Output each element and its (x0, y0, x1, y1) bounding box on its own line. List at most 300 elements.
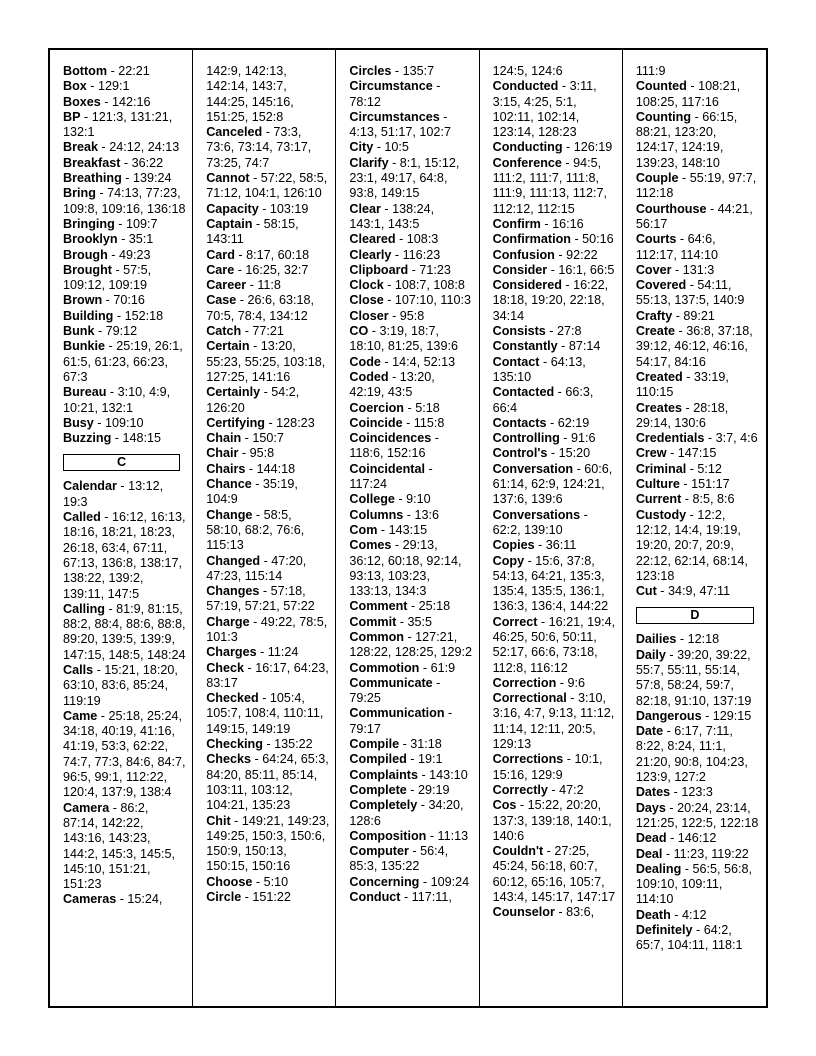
page-line-references: - 15:20 (547, 446, 591, 461)
index-entry (63, 95, 186, 110)
index-term: Confirm (492, 216, 541, 231)
index-entry (349, 232, 472, 247)
index-entry (349, 706, 472, 737)
page-line-references: - 12:2, 12:12, 14:4, 19:19, 19:20, 20:7, 20:9, 22:12, 62:14, 68:14, 123:18 (635, 507, 748, 583)
page-line-references: - 105:4, 105:7, 108:4, 110:11, 149:15, 149:19 (206, 691, 324, 736)
index-term: Com (349, 522, 378, 537)
index-term: Check (206, 660, 245, 675)
index-term: Certainly (206, 385, 261, 400)
page-line-references: - 62:19 (546, 415, 590, 430)
index-entry (636, 862, 760, 908)
page-line-references: - 22:21 (107, 64, 150, 78)
page-line-references: - 103:19 (258, 201, 309, 216)
index-term: Capacity (206, 201, 259, 216)
page-line-references: - 55:19, 97:7, 112:18 (635, 171, 757, 201)
page-line-references: - 49:22, 78:5, 101:3 (206, 614, 328, 644)
letter-section-header: C (63, 454, 180, 471)
page-line-references: - 28:18, 29:14, 130:6 (635, 400, 729, 430)
page-line-references: - 87:14 (557, 339, 601, 354)
index-entry (493, 385, 616, 416)
index-term: Card (206, 247, 235, 262)
index-term: Dealing (635, 861, 682, 876)
index-entry (636, 923, 760, 954)
index-term: CO (349, 324, 369, 339)
page-line-references: - 3:19, 18:7, 18:10, 81:25, 139:6 (349, 324, 458, 354)
index-term: Clock (349, 278, 384, 293)
index-entry (349, 890, 472, 905)
index-term: Couldn't (492, 844, 544, 859)
index-term: Dates (635, 785, 671, 800)
index-entry (206, 737, 329, 752)
index-entry (636, 462, 760, 477)
page-line-references: - 58:15, 143:11 (206, 216, 299, 247)
page-line-references: - 5:18 (404, 400, 440, 415)
index-entry (493, 355, 616, 386)
index-entry (206, 416, 329, 431)
page-line-references: - 29:13, 36:12, 60:18, 92:14, 93:13, 103:23, 133:13, 134:3 (349, 538, 462, 599)
page-line-references: - 118:6, 152:16 (349, 431, 439, 461)
index-entry (349, 676, 472, 707)
index-term: Certifying (206, 415, 265, 430)
index-term: Changed (206, 553, 261, 568)
index-entry (349, 263, 472, 278)
page-line-references: - 74:13, 77:23, 109:8, 109:16, 136:18 (63, 186, 186, 216)
index-term: Crafty (635, 308, 673, 323)
page-line-references: - 81:9, 81:15, 88:2, 88:4, 88:6, 88:8, 89:20, 139:5, 139:9, 147:15, 148:5, 148:24 (63, 601, 186, 662)
index-term: Chance (206, 477, 252, 492)
index-term: Coercion (349, 400, 404, 415)
index-column (193, 50, 336, 1006)
index-term: Counting (635, 109, 692, 124)
index-term: Change (206, 507, 253, 522)
index-term: City (349, 140, 374, 155)
index-term: Circumstance (349, 79, 433, 94)
index-term: Bottom (63, 64, 108, 78)
index-term: Circle (206, 890, 242, 905)
index-term: Chair (206, 446, 239, 461)
index-entry (493, 615, 616, 676)
index-term: Completely (349, 798, 418, 813)
page-line-references: - 126:19 (562, 140, 613, 155)
page-line-references: - 86:2, 87:14, 142:22, 143:16, 143:23, 144:2, 145:3, 145:5, 145:10, 151:21, 151:23 (63, 800, 176, 892)
index-entry (493, 431, 616, 446)
index-entry (206, 477, 329, 508)
index-entry (63, 186, 186, 217)
index-entry (349, 278, 472, 293)
index-entry (63, 663, 186, 709)
index-term: Cleared (349, 232, 396, 247)
index-entry (206, 446, 329, 461)
index-entry (206, 814, 329, 875)
index-term: Conversation (492, 461, 574, 476)
index-entry (349, 829, 472, 844)
page-line-references: - 12:18 (676, 632, 720, 647)
page-line-references: - 57:22, 58:5, 71:12, 104:1, 126:10 (206, 171, 328, 201)
index-entry (206, 217, 329, 248)
page-line-references: - 79:17 (349, 706, 453, 736)
page-line-references: - 66:15, 88:21, 123:20, 124:17, 124:19, 139:23, 148:10 (635, 109, 738, 170)
page-line-references: - 95:8 (238, 446, 275, 461)
index-term: Chain (206, 431, 242, 446)
index-entry (349, 630, 472, 661)
index-term: Constantly (492, 339, 558, 354)
index-column (623, 50, 766, 1006)
index-term: Brooklyn (63, 232, 118, 247)
index-entry (63, 79, 186, 94)
page-line-references: - 11:23, 119:22 (662, 846, 749, 861)
page-line-references: - 108:21, 108:25, 117:16 (635, 79, 741, 109)
page-line-references: - 5:10 (252, 874, 289, 889)
index-entry (636, 278, 760, 309)
index-term: Correct (492, 614, 538, 629)
page-line-references: - 16:1, 66:5 (547, 262, 615, 277)
page-line-references: - 60:6, 61:14, 62:9, 124:21, 137:6, 139:6 (492, 461, 613, 507)
page-line-references: - 4:13, 51:17, 102:7 (349, 109, 451, 140)
index-entry (206, 324, 329, 339)
index-term: Conducted (492, 79, 559, 94)
index-entry (636, 632, 760, 647)
index-term: Concerning (349, 874, 420, 889)
index-term: Dangerous (635, 708, 702, 723)
index-entry (349, 324, 472, 355)
page-line-references: - 16:12, 16:13, 18:16, 18:21, 18:23, 26:18, 63:4, 67:11, 67:13, 136:8, 138:17, 138:22, 139:2, 139:11, 147:5 (63, 510, 186, 601)
page-line-references: - 143:15 (377, 522, 428, 537)
index-term: Cannot (206, 171, 250, 186)
page-line-references: - 36:11 (534, 538, 577, 553)
page-line-references: - 108:3 (395, 232, 439, 247)
page-line-references: - 79:12 (94, 324, 138, 339)
index-entry (63, 263, 186, 294)
index-entry (493, 691, 616, 752)
index-term: Culture (635, 477, 680, 492)
index-entry (63, 248, 186, 263)
index-entry (63, 709, 186, 801)
page-line-references: - 39:20, 39:22, 55:7, 55:11, 55:14, 57:8, 58:24, 59:7, 82:18, 91:10, 137:19 (635, 647, 752, 708)
index-term: Create (635, 324, 676, 339)
index-entry (493, 140, 616, 155)
page-line-references: - 35:5 (396, 614, 432, 629)
index-entry (493, 217, 616, 232)
index-term: Charge (206, 614, 250, 629)
index-term: Bunk (63, 324, 95, 339)
index-page (48, 48, 768, 1008)
index-entry (636, 309, 760, 324)
index-term: Box (63, 79, 87, 94)
index-entry (493, 248, 616, 263)
index-term: Controlling (492, 431, 560, 446)
page-line-references: - 61:9 (419, 660, 456, 675)
index-term: Cameras (63, 892, 117, 907)
index-term: Checks (206, 752, 252, 767)
index-entry (349, 523, 472, 538)
index-term: Couple (635, 171, 679, 186)
page-line-references: - 25:18, 25:24, 34:18, 40:19, 41:16, 41:19, 53:3, 62:22, 74:7, 77:3, 84:6, 84:7, 96:5, 99:1, 112:22, 120:4, 137:9, 138:4 (63, 708, 186, 800)
index-term: Communication (349, 706, 445, 721)
index-entry (63, 232, 186, 247)
page-line-references: - 44:21, 56:17 (635, 201, 753, 231)
page-line-references: - 33:19, 110:15 (635, 369, 729, 400)
index-term: Came (63, 708, 98, 723)
index-term: Choose (206, 874, 253, 889)
page-line-references: - 47:20, 47:23, 115:14 (206, 553, 307, 583)
page-line-references: - 47:2 (547, 782, 584, 797)
index-entry (206, 278, 329, 293)
page-line-references: - 121:3, 131:21, 132:1 (63, 109, 173, 140)
index-entry (349, 79, 472, 110)
index-entry (206, 171, 329, 202)
page-line-references: - 79:25 (349, 675, 441, 706)
index-term: Control's (492, 446, 548, 461)
index-term: College (349, 492, 395, 507)
index-entry (63, 324, 186, 339)
index-entry (206, 339, 329, 385)
index-term: Busy (63, 415, 94, 430)
index-entry (636, 401, 760, 432)
index-entry (349, 355, 472, 370)
index-entry (349, 661, 472, 676)
index-entry (206, 385, 329, 416)
page-line-references: - 16:25, 32:7 (234, 262, 309, 277)
index-entry (63, 892, 186, 907)
index-entry (493, 554, 616, 615)
index-entry (63, 431, 186, 446)
index-entry (636, 847, 760, 862)
index-entry-continuation: 142:9, 142:13, 142:14, 143:7, 144:25, 145:16, 151:25, 152:8 (206, 64, 294, 124)
index-entry (349, 599, 472, 614)
index-term: Career (206, 278, 247, 293)
index-term: Contacted (492, 385, 555, 400)
page-line-references: - 123:3 (670, 785, 713, 800)
index-entry (349, 293, 472, 308)
index-term: Changes (206, 584, 260, 599)
index-term: Consists (492, 324, 546, 339)
index-term: Common (349, 629, 404, 644)
index-term: Code (349, 354, 381, 369)
page-line-references: - 20:24, 23:14, 121:25, 122:5, 122:18 (635, 800, 759, 830)
index-term: Cut (635, 584, 657, 599)
index-term: Captain (206, 216, 253, 231)
page-line-references: - 117:24 (349, 461, 433, 492)
index-term: Courthouse (635, 201, 707, 216)
page-line-references: - 148:15 (111, 431, 161, 446)
index-term: Conference (492, 155, 562, 170)
index-term: Calling (63, 601, 105, 616)
index-entry (63, 171, 186, 186)
index-entry (63, 339, 186, 385)
index-term: Cos (492, 798, 517, 813)
index-entry (349, 401, 472, 416)
page-line-references: - 9:10 (394, 492, 431, 507)
index-entry (63, 110, 186, 141)
index-entry (349, 140, 472, 155)
page-line-references: - 19:1 (406, 752, 443, 767)
index-term: Correction (492, 675, 557, 690)
index-term: Care (206, 262, 235, 277)
index-entry (349, 416, 472, 431)
index-entry (493, 156, 616, 217)
page-line-references: - 109:24 (419, 874, 470, 889)
index-term: Bringing (63, 216, 115, 231)
index-entry (636, 709, 760, 724)
page-line-references: - 78:12 (349, 79, 441, 109)
page-line-references: - 128:23 (264, 415, 315, 430)
page-line-references: - 116:23 (391, 247, 441, 262)
index-entry (349, 798, 472, 829)
index-term: Coincidental (349, 461, 425, 476)
index-entry (493, 278, 616, 324)
index-entry (63, 64, 186, 79)
page-line-references: - 71:23 (408, 262, 451, 277)
index-entry (493, 508, 616, 539)
index-term: Chit (206, 813, 231, 828)
page-line-references: - 91:6 (559, 431, 596, 446)
page-line-references: - 25:19, 26:1, 61:5, 61:23, 66:23, 67:3 (63, 339, 183, 384)
index-term: Criminal (635, 461, 687, 476)
page-line-references: - 129:15 (701, 708, 752, 723)
index-term: Brought (63, 262, 112, 277)
page-line-references: - 34:9, 47:11 (656, 584, 731, 599)
index-entry (206, 431, 329, 446)
index-entry (63, 602, 186, 663)
index-term: Counselor (492, 905, 555, 920)
index-entry-continuation: 111:9 (635, 64, 666, 78)
page-line-references: - 8:5, 8:6 (681, 492, 735, 507)
page-line-references: - 35:1 (117, 232, 154, 247)
page-line-references: - 56:5, 56:8, 109:10, 109:11, 114:10 (635, 861, 753, 907)
index-entry (636, 584, 760, 599)
page-line-references: - 9:6 (556, 675, 585, 690)
index-term: Conduct (349, 890, 401, 905)
index-entry (206, 615, 329, 646)
index-term: Coincidences (349, 431, 432, 446)
index-entry (206, 293, 329, 324)
index-term: Communicate (349, 675, 433, 690)
index-entry (636, 370, 760, 401)
index-entry (636, 110, 760, 171)
index-term: Daily (635, 647, 666, 662)
page-line-references: - 94:5, 111:2, 111:7, 111:8, 111:9, 111:13, 112:7, 112:12, 112:15 (492, 155, 607, 216)
index-entry (206, 584, 329, 615)
page-line-references: - 6:17, 7:11, 8:22, 8:24, 11:1, 21:20, 90:8, 104:23, 123:9, 127:2 (635, 724, 748, 785)
index-term: Considered (492, 278, 562, 293)
page-line-references: - 108:7, 108:8 (383, 278, 465, 293)
page-line-references: - 16:17, 64:23, 83:17 (206, 660, 329, 690)
index-term: Consider (492, 262, 548, 277)
index-term: Crew (635, 446, 667, 461)
index-term: Bring (63, 186, 96, 201)
index-term: BP (63, 109, 81, 124)
index-entry-continuation: 124:5, 124:6 (492, 64, 563, 78)
index-entry (206, 202, 329, 217)
page-line-references: - 54:2, 126:20 (206, 385, 300, 415)
index-entry (636, 477, 760, 492)
page-line-references: - 49:23 (107, 247, 151, 262)
index-term: Dailies (635, 632, 677, 647)
page-line-references: - 135:22 (262, 737, 313, 752)
index-term: Correctly (492, 782, 548, 797)
index-term: Brown (63, 293, 103, 308)
index-entry (206, 691, 329, 737)
index-term: Correctional (492, 691, 567, 706)
page-line-references: - 150:7 (241, 431, 284, 446)
index-entry (636, 785, 760, 800)
index-entry (63, 217, 186, 232)
index-entry (493, 324, 616, 339)
index-entry (349, 615, 472, 630)
page-line-references: - 135:7 (391, 64, 435, 78)
index-entry (349, 737, 472, 752)
page-line-references: - 149:21, 149:23, 149:25, 150:3, 150:6, 150:9, 150:13, 150:15, 150:16 (206, 813, 330, 874)
page-line-references: - 13:20, 42:19, 43:5 (349, 369, 435, 400)
page-line-references: - 152:18 (113, 308, 164, 323)
index-term: Deal (635, 846, 663, 861)
index-entry (206, 890, 329, 905)
index-entry (206, 263, 329, 278)
page-line-references: - 64:13, 135:10 (492, 354, 586, 384)
page-line-references: - 10:5 (373, 140, 409, 155)
index-term: Clarify (349, 155, 389, 170)
index-entry (493, 79, 616, 140)
page-line-references: - 147:15 (666, 446, 717, 461)
index-entry (349, 110, 472, 141)
index-term: Canceled (206, 125, 263, 140)
index-entry (349, 431, 472, 462)
index-term: Calls (63, 662, 94, 677)
index-term: Camera (63, 800, 110, 815)
page-line-references: - 139:24 (121, 171, 172, 186)
index-term: Corrections (492, 752, 564, 767)
page-line-references: - 31:18 (399, 737, 442, 752)
index-entry (206, 508, 329, 554)
page-line-references: - 3:7, 4:6 (704, 431, 758, 446)
page-line-references: - 142:16 (100, 94, 151, 109)
index-term: Comes (349, 538, 392, 553)
index-entry (636, 508, 760, 584)
page-line-references: - 64:24, 65:3, 84:20, 85:11, 85:14, 103:11, 103:12, 104:21, 135:23 (206, 752, 329, 813)
index-entry (349, 202, 472, 233)
page-line-references: - 73:3, 73:6, 73:14, 73:17, 73:25, 74:7 (206, 125, 312, 170)
index-entry (349, 309, 472, 324)
index-term: Calendar (63, 479, 117, 494)
index-entry (349, 844, 472, 875)
index-entry (636, 648, 760, 709)
index-term: Clearly (349, 247, 392, 262)
index-entry (493, 798, 616, 844)
index-term: Bunkie (63, 339, 105, 354)
page-line-references: - 151:17 (679, 477, 730, 492)
page-line-references: - 27:25, 45:24, 56:18, 60:7, 60:12, 65:16, 105:7, 143:4, 145:17, 147:17 (492, 844, 616, 905)
index-term: Confusion (492, 247, 555, 262)
page-line-references: - 8:1, 15:12, 23:1, 49:17, 64:8, 93:8, 149:15 (349, 155, 460, 201)
index-term: Contact (492, 354, 540, 369)
page-line-references: - 58:5, 58:10, 68:2, 76:6, 115:13 (206, 507, 305, 553)
page-line-references: - 50:16 (570, 232, 614, 247)
page-line-references: - 54:11, 55:13, 137:5, 140:9 (635, 278, 745, 308)
index-column (336, 50, 479, 1006)
page-line-references: - 66:3, 66:4 (492, 385, 594, 415)
index-entry (493, 263, 616, 278)
page-line-references: - 57:5, 109:12, 109:19 (63, 262, 152, 293)
index-term: Complete (349, 782, 407, 797)
page-line-references: - 13:6 (403, 507, 439, 522)
index-entry (63, 293, 186, 308)
index-term: Computer (349, 844, 409, 859)
index-entry (493, 844, 616, 905)
index-entry (636, 171, 760, 202)
index-entry (63, 801, 186, 893)
page-line-references: - 25:18 (407, 599, 451, 614)
index-term: Death (635, 907, 671, 922)
